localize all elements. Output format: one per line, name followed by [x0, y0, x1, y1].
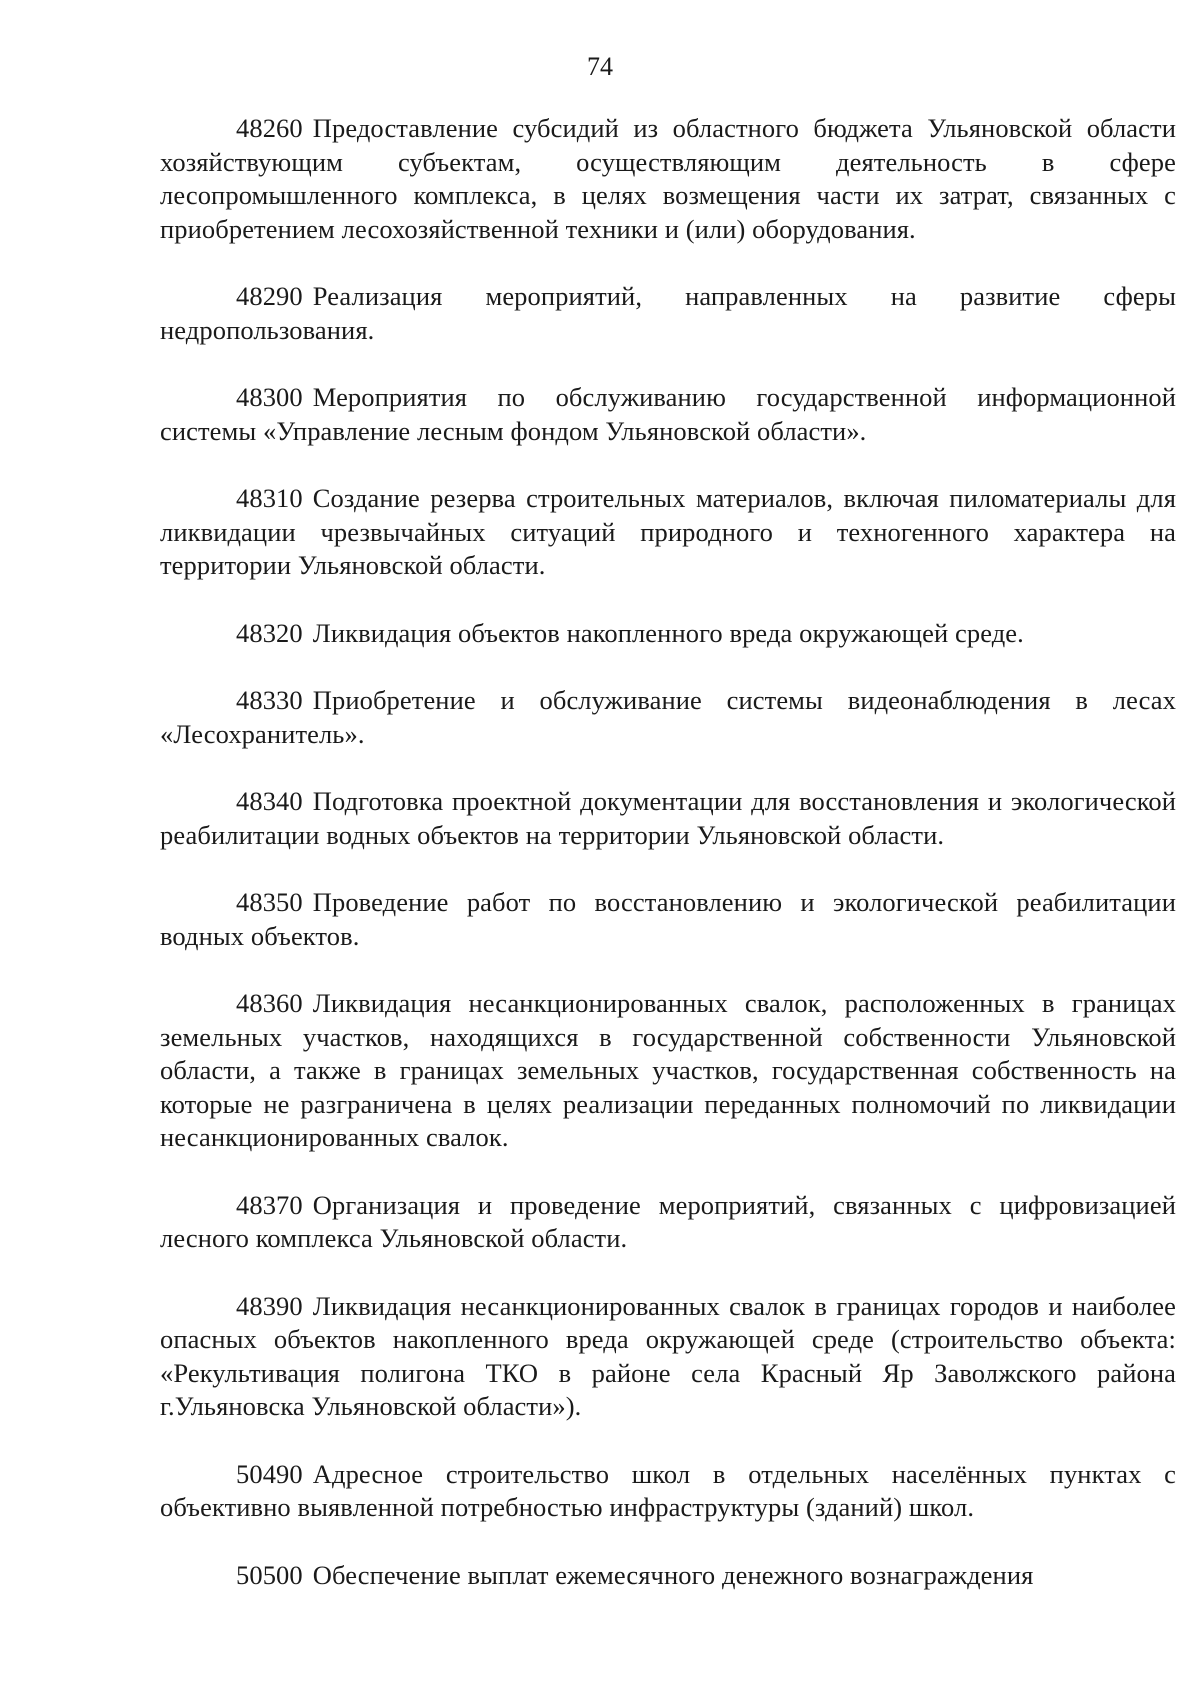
budget-code: 48300	[236, 382, 303, 412]
paragraph-text: Предоставление субсидий из областного бюджета Ульяновской области хозяйствующим субъектам, осуществляющим деятельность в сфере лесопромышленного комплекса, в целях возмещения части их затрат, связанных с приобретением лесохозяйственной техники и (или) оборудования.	[160, 113, 1176, 244]
budget-code: 48260	[236, 113, 303, 143]
paragraph-text: Приобретение и обслуживание системы видеонаблюдения в лесах «Лесохранитель».	[160, 685, 1176, 749]
paragraph-48370	[160, 1189, 1176, 1256]
budget-code: 48370	[236, 1189, 303, 1220]
paragraph-48340	[160, 785, 1176, 852]
paragraph-48260	[160, 112, 1176, 246]
budget-code: 48290	[236, 281, 303, 311]
page-number: 74	[587, 52, 613, 81]
budget-code: 48330	[236, 685, 303, 715]
paragraph-48360	[160, 987, 1176, 1155]
budget-code: 48310	[236, 483, 303, 513]
paragraph-text: Проведение работ по восстановлению и экологической реабилитации водных объектов.	[160, 887, 1176, 951]
paragraph-text: Мероприятия по обслуживанию государственной информационной системы «Управление лесным фондом Ульяновской области».	[160, 382, 1176, 446]
paragraph-text: Ликвидация несанкционированных свалок в границах городов и наиболее опасных объектов накопленного вреда окружающей среде (строительство объекта: «Рекультивация полигона ТКО в районе села Красный Яр Заволжского района г.Ульяновска Ульяновской области»).	[160, 1290, 1176, 1421]
paragraph-48330	[160, 684, 1176, 751]
budget-code: 50490	[236, 1458, 303, 1489]
paragraph-text: Ликвидация объектов накопленного вреда окружающей среде.	[312, 617, 1024, 648]
paragraph-48310	[160, 482, 1176, 583]
paragraph-text: Реализация мероприятий, направленных на развитие сферы недропользования.	[160, 281, 1176, 345]
budget-code: 50500	[236, 1559, 303, 1590]
budget-code: 48360	[236, 988, 303, 1018]
paragraph-48300	[160, 381, 1176, 448]
paragraph-50490	[160, 1458, 1176, 1525]
paragraph-text: Обеспечение выплат ежемесячного денежного вознаграждения	[312, 1559, 1034, 1590]
paragraph-48290	[160, 280, 1176, 347]
document-body	[160, 112, 1176, 1626]
paragraph-text: Ликвидация несанкционированных свалок, расположенных в границах земельных участков, находящихся в государственной собственности Ульяновской области, а также в границах земельных участков, государственная собственность на которые не разграничена в целях реализации переданных полномочий по ликвидации несанкционированных свалок.	[160, 988, 1176, 1152]
paragraph-50500	[160, 1559, 1176, 1593]
paragraph-48350	[160, 886, 1176, 953]
paragraph-text: Подготовка проектной документации для восстановления и экологической реабилитации водных объектов на территории Ульяновской области.	[160, 786, 1176, 850]
paragraph-text: Адресное строительство школ в отдельных населённых пунктах с объективно выявленной потребностью инфраструктуры (зданий) школ.	[160, 1458, 1176, 1522]
paragraph-text: Организация и проведение мероприятий, связанных с цифровизацией лесного комплекса Ульяновской области.	[160, 1189, 1176, 1253]
paragraph-48390	[160, 1290, 1176, 1424]
budget-code: 48320	[236, 617, 303, 648]
paragraph-text: Создание резерва строительных материалов, включая пиломатериалы для ликвидации чрезвычайных ситуаций природного и техногенного характера на территории Ульяновской области.	[160, 483, 1176, 580]
paragraph-48320	[160, 617, 1176, 651]
budget-code: 48390	[236, 1290, 303, 1321]
budget-code: 48340	[236, 786, 303, 816]
budget-code: 48350	[236, 887, 303, 917]
